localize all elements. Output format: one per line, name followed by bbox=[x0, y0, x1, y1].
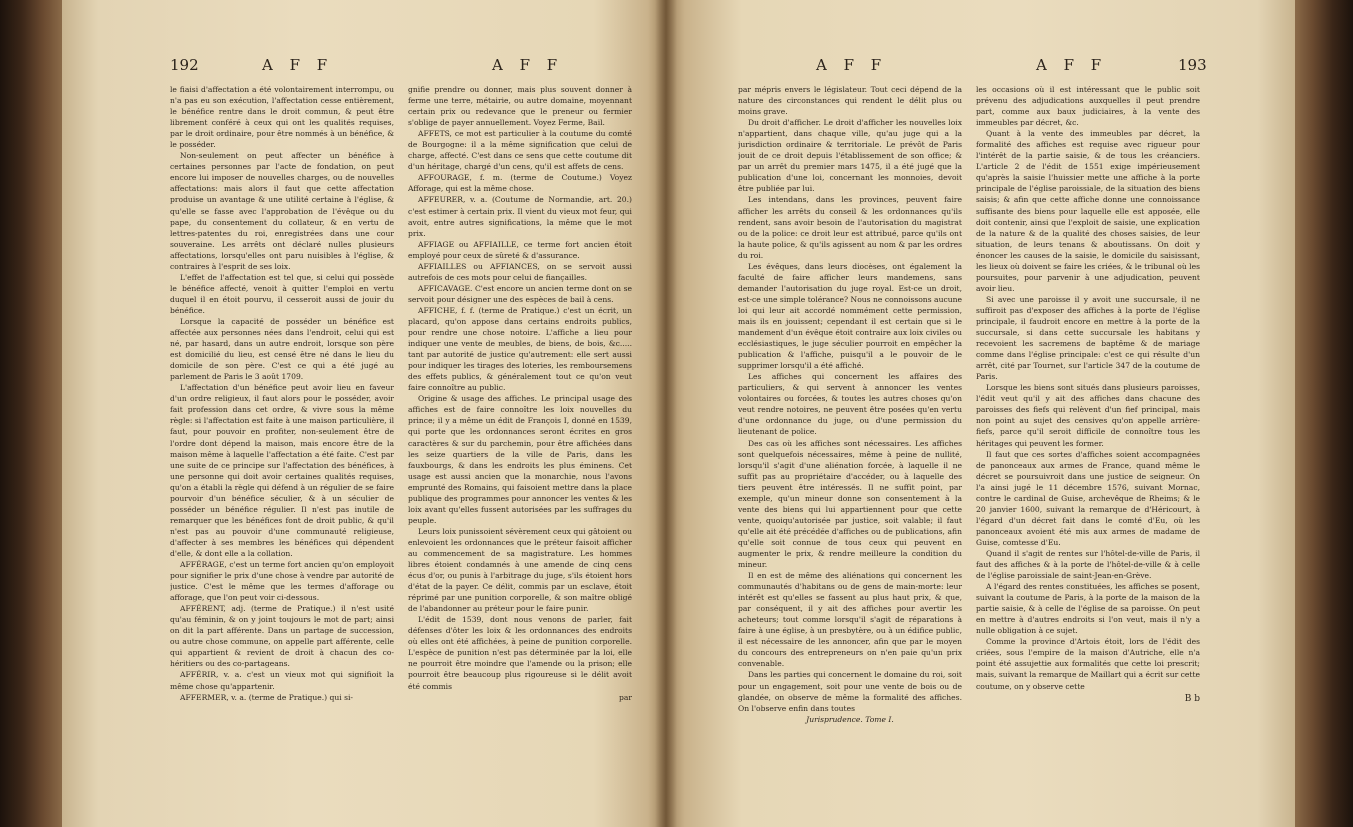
entry-afferage: AFFÉRAGE, c'est un terme fort ancien qu'on employoit pour signifier le prix d'une chose à vendre par autorité de justice. C'est le même que les termes d'afforage ou afforage, que l'on peut voir ci-dessous. bbox=[170, 560, 394, 603]
running-header-right-a: A F F bbox=[816, 56, 888, 74]
page-number-left: 192 bbox=[170, 56, 199, 74]
paragraph: Les évêques, dans leurs diocèses, ont également la faculté de faire afficher leurs mandemens, sans demander l'autorisation du juge royal. Est-ce un droit, est-ce une simple tolérance? Nous ne connoissons aucune loi qui leur ait accordé nommément cette permission, mais ils en jouissent; cependant il est certain que si le mandement d'un évêque étoit contraire aux loix civiles ou ecclésiastiques, le juge séculier pourroit en empêcher la publication & l'affiche, puisqu'il a le pouvoir de le supprimer lorsqu'il a été affiché. bbox=[738, 261, 962, 371]
book-cover-left bbox=[0, 0, 62, 827]
entry-affiage: AFFIAGE ou AFFIAILLE, ce terme fort ancien étoit employé pour ceux de sûreté & d'assurance. bbox=[408, 239, 632, 260]
entry-afferir: AFFÉRIR, v. a. c'est un vieux mot qui signifioit la même chose qu'appartenir. bbox=[170, 670, 394, 691]
paragraph: L'effet de l'affectation est tel que, si celui qui possède le bénéfice affecté, venoit à quitter l'emploi en vertu duquel il en étoit pourvu, il cesseroit aussi de jouir du bénéfice. bbox=[170, 272, 394, 315]
paragraph: Du droit d'afficher. Le droit d'afficher les nouvelles loix n'appartient, dans chaque ville, qu'au juge qui a la jurisdiction ordinaire & territoriale. Le prévôt de Paris jouit de ce droit depuis l'établissement de son office; & par un arrêt du premier mars 1475, il a été jugé que la publication d'une loi, concernant les monnoies, devoit être publiée par lui. bbox=[738, 118, 962, 194]
left-page bbox=[62, 0, 666, 827]
entry-affeurer: AFFEURER, v. a. (Coutume de Normandie, art. 20.) c'est estimer à certain prix. Il vient du vieux mot feur, qui avoit, entre autres significations, la même que le mot prix. bbox=[408, 195, 632, 238]
running-header-left-a: A F F bbox=[262, 56, 334, 74]
entry-affermer: AFFERMER, v. a. (terme de Pratique.) qui si- bbox=[180, 692, 354, 702]
paragraph: Lorsque les biens sont situés dans plusieurs paroisses, l'édit veut qu'il y ait des affiches dans chacune des paroisses des fiefs qui relèvent d'un fief principal, mais non point au sujet des censives qu'on appelle arrière-fiefs, parce qu'il seroit difficile de connoître tous les héritages qui peuvent les former. bbox=[976, 383, 1200, 448]
catchword: par bbox=[618, 692, 632, 702]
paragraph: Comme la province d'Artois étoit, lors de l'édit des criées, sous l'empire de la maison d'Autriche, elle n'a point été assujettie aux formalités que cette loi prescrit; mais, suivant la remarque de Maillart qui a écrit sur cette coutume, on y observe cette bbox=[976, 637, 1200, 691]
column-1 bbox=[170, 84, 394, 802]
column-3 bbox=[738, 84, 962, 802]
entry-affets: AFFETS, ce mot est particulier à la coutume du comté de Bourgogne: il a la même signification que celui de charge, affecté. C'est dans ce sens que cette coutume dit d'un héritage, chargé d'un cens, qu'il est affets de cens. bbox=[408, 129, 632, 172]
paragraph: Quand il s'agit de rentes sur l'hôtel-de-ville de Paris, il faut des affiches & à la porte de l'hôtel-de-ville & à celle de l'église paroissiale de saint-Jean-en-Grève. bbox=[976, 548, 1200, 581]
paragraph: Il faut que ces sortes d'affiches soient accompagnées de panonceaux aux armes de France, quand même le décret se poursuivroit dans une justice de seigneur. On l'a ainsi jugé le 11 décembre 1576, suivant Mornac, contre le cardinal de Guise, archevêque de Rheims; & le 20 janvier 1600, suivant la remarque de d'Héricourt, à l'égard d'un décret fait dans le comté d'Eu, où les panonceaux avoient été mis aux armes de madame de Guise, comtesse d'Eu. bbox=[976, 449, 1200, 547]
paragraph: Non-seulement on peut affecter un bénéfice à certaines personnes par l'acte de fondation, on peut encore lui imposer de nouvelles charges, ou de nouvelles affectations: mais alors il faut que cette affectation produise un avantage & une utilité certaine à l'église, & qu'elle se fasse avec l'approbation de l'évêque ou du pape, du consentement du collateur, & en vertu de lettres-patentes du roi, enregistrées dans une cour souveraine. Les arrêts ont déclaré nulles plusieurs affectations, lorsqu'elles ont paru nuisibles à l'église, & contraires à l'esprit de ses loix. bbox=[170, 151, 394, 271]
signature-mark: B b bbox=[1184, 693, 1200, 704]
paragraph: Les intendans, dans les provinces, peuvent faire afficher les arrêts du conseil & les ordonnances qu'ils rendent, sans avoir besoin de l'autorisation du magistrat ou de la police: ce droit leur est attribué, parce qu'ils ont la haute police, & qu'ils agissent au nom & par les ordres du roi. bbox=[738, 195, 962, 260]
entry-affourage: AFFOURAGE, f. m. (terme de Coutume.) Voyez Afforage, qui est la même chose. bbox=[408, 173, 632, 194]
paragraph: Dans les parties qui concernent le domaine du roi, soit pour un engagement, soit pour une vente de bois ou de glandée, on observe de même la formalité des affiches. On l'observe enfin dans toutes bbox=[738, 670, 962, 713]
column-2 bbox=[408, 84, 632, 802]
entry-affiche: AFFICHE, f. f. (terme de Pratique.) c'est un écrit, un placard, qu'on appose dans certains endroits publics, pour rendre une chose notoire. L'affiche a lieu pour indiquer une vente de meubles, de biens, de bois, &c..... tant par autorité de justice qu'autrement: elle sert aussi pour indiquer les tirages des loteries, les remboursemens des effets publics, & généralement tout ce qu'on veut faire connoître au public. bbox=[408, 305, 632, 393]
paragraph: L'affectation d'un bénéfice peut avoir lieu en faveur d'un ordre religieux, il faut alors pour le posséder, avoir fait profession dans cet ordre, & vivre sous la même règle: si l'affectation est faite à une maison particulière, il faut, pour pouvoir en profiter, non-seulement être de l'ordre dont dépend la maison, mais encore être de la maison même à laquelle l'affectation a été faite. C'est par une suite de ce principe sur l'affectation des bénéfices, à une personne qui doit avoir certaines qualités requises, qu'on a établi la règle qui défend à un régulier de se faire pourvoir d'un bénéfice séculier, & à un séculier de posséder un bénéfice régulier. Il n'est pas inutile de remarquer que les bénéfices font de droit public, & qu'il n'est pas au pouvoir d'une communauté religieuse, d'affecter à ses membres les bénéfices qui dépendent d'elle, & dont elle a la collation. bbox=[170, 383, 394, 558]
running-header-right-b: A F F bbox=[1036, 56, 1108, 74]
paragraph: les occasions où il est intéressant que le public soit prévenu des adjudications auxquelles il peut prendre part, comme aux baux judiciaires, à la vente des immeubles par décret, &c. bbox=[976, 85, 1200, 128]
paragraph: Il en est de même des aliénations qui concernent les communautés d'habitans ou de gens de main-morte: leur intérêt est qu'elles se fassent au plus haut prix, & que, par conséquent, il y ait des affiches pour avertir les acheteurs; tout comme lorsqu'il s'agit de réparations à faire à une église, à un presbytère, ou à un édifice public, il est nécessaire de les annoncer, afin que par le moyen du concours des entrepreneurs on n'en paie qu'un prix convenable. bbox=[738, 571, 962, 669]
paragraph: Leurs loix punissoient sévèrement ceux qui gâtoient ou enlevoient les ordonnances que le préteur faisoit afficher au commencement de sa magistrature. Les hommes libres étoient condamnés à une amende de cinq cens écus d'or, ou punis à l'arbitrage du juge, s'ils étoient hors d'état de la payer. Ce délit, commis par un esclave, étoit réprimé par une punition corporelle, & son maître obligé de l'abandonner au préteur pour le faire punir. bbox=[408, 526, 632, 614]
paragraph: A l'égard des rentes constituées, les affiches se posent, suivant la coutume de Paris, à la porte de la maison de la partie saisie, & à celle de l'église de sa paroisse. On peut en mettre à d'autres endroits si l'on veut, mais il n'y a nulle obligation à ce sujet. bbox=[976, 582, 1200, 636]
entry-afficavage: AFFICAVAGE. C'est encore un ancien terme dont on se servoit pour désigner une des espèces de bail à cens. bbox=[408, 283, 632, 304]
book-cover-right bbox=[1295, 0, 1353, 827]
book-gutter bbox=[655, 0, 677, 827]
column-4 bbox=[976, 84, 1200, 802]
paragraph: Lorsque la capacité de posséder un bénéfice est affectée aux personnes nées dans l'endroit, celui qui est né, par hasard, dans un autre endroit, lorsque son père est domicilié du lieu, est censé être né dans le lieu du domicile de son père. C'est ce qui a été jugé au parlement de Paris le 3 août 1709. bbox=[170, 316, 394, 382]
entry-afferent: AFFÉRENT, adj. (terme de Pratique.) il n'est usité qu'au féminin, & on y joint toujours le mot de part; ainsi on dit la part afférente. Dans un partage de succession, ou autre chose commune, on appelle part afférente, celle qui appartient & revient de droit à chacun des co-héritiers ou des co-partageans. bbox=[170, 604, 394, 669]
paragraph: par mépris envers le législateur. Tout ceci dépend de la nature des circonstances qui rendent le délit plus ou moins grave. bbox=[738, 85, 962, 117]
running-header-left-b: A F F bbox=[492, 56, 564, 74]
paragraph: Quant à la vente des immeubles par décret, la formalité des affiches est requise avec rigueur pour l'intérêt de la partie saisie, & de tous les créanciers. L'article 2 de l'édit de 1551 exige impérieusement qu'après la saisie l'huissier mette une affiche à la porte principale de l'église paroissiale, de la situation des biens saisis; & afin que cette affiche donne une connoissance suffisante des biens pour laquelle elle est apposée, elle doit contenir, ainsi que l'exploit de saisie, une explication de la nature & de la qualité des choses saisies, de leur situation, de leurs tenans & aboutissans. On doit y énoncer les causes de la saisie, le domicile du saisissant, les lieux où doivent se faire les criées, & le tribunal où les poursuites, pour parvenir à une adjudication, peuvent avoir lieu. bbox=[976, 129, 1200, 293]
paragraph: L'édit de 1539, dont nous venons de parler, fait défenses d'ôter les loix & les ordonnances des endroits où elles ont été affichées, à peine de punition corporelle. L'espèce de punition n'est pas déterminée par la loi, elle ne pourroit être moindre que l'amende ou la prison; elle pourroit être beaucoup plus rigoureuse si le délit avoit été commis bbox=[408, 615, 632, 691]
paragraph: le fiaisi d'affectation a été volontairement interrompu, ou n'a pas eu son exécution, l'affectation cesse entièrement, le bénéfice rentre dans le droit commun, & peut être librement conféré à ceux qui ont les qualités requises, par le droit ordinaire, pour être nommés à un bénéfice, & le posséder. bbox=[170, 85, 394, 150]
paragraph: gnifie prendre ou donner, mais plus souvent donner à ferme une terre, métairie, ou autre domaine, moyennant certain prix ou redevance que le preneur ou fermier s'oblige de payer annuellement. Voyez Ferme, Bail. bbox=[408, 85, 632, 128]
paragraph: Si avec une paroisse il y avoit une succursale, il ne suffiroit pas d'exposer des affiches à la porte de l'église principale, il faudroit encore en mettre à la porte de la succursale, si dans cette succursale les habitans y recevoient les sacremens de baptême & de mariage comme dans l'église principale: c'est ce qui résulte d'un arrêt, cité par Tournet, sur l'article 347 de la coutume de Paris. bbox=[976, 294, 1200, 382]
paragraph: Les affiches qui concernent les affaires des particuliers, & qui servent à annoncer les ventes volontaires ou forcées, & toutes les autres choses qu'on veut rendre notoires, ne peuvent être posées qu'en vertu d'une ordonnance du juge, ou d'une permission du lieutenant de police. bbox=[738, 372, 962, 437]
footer-signature: Jurisprudence. Tome I. bbox=[806, 714, 894, 724]
right-page bbox=[666, 0, 1295, 827]
entry-affiailles: AFFIAILLES ou AFFIANCES, on se servoit aussi autrefois de ces mots pour celui de fiançailles. bbox=[408, 261, 632, 282]
paragraph: Des cas où les affiches sont nécessaires. Les affiches sont quelquefois nécessaires, même à peine de nullité, lorsqu'il s'agit d'une aliénation forcée, à laquelle il ne suffit pas au propriétaire d'accéder, ou à laquelle des tiers peuvent être intéressés. Il ne suffit point, par exemple, qu'un mineur donne son consentement à la vente des biens qui lui appartiennent pour que cette vente, quoiqu'autorisée par justice, soit valable; il faut qu'elle ait été précédée d'affiches ou de publications, afin qu'elle soit connue de tous ceux qui peuvent en augmenter le prix, & rendre meilleure la condition du mineur. bbox=[738, 438, 962, 570]
paragraph: Origine & usage des affiches. Le principal usage des affiches est de faire connoître les loix nouvelles du prince; il y a même un édit de François I, donné en 1539, qui porte que les ordonnances seront écrites en gros caractères & sur du parchemin, pour être affichées dans les seize quartiers de la ville de Paris, dans les fauxbourgs, & dans les endroits les plus éminens. Cet usage est aussi ancien que la monarchie, nous l'avons emprunté des Romains, qui faisoient mettre dans la place publique des programmes pour annoncer les ventes & les loix avant qu'elles fussent autorisées par les suffrages du peuple. bbox=[408, 394, 632, 525]
page-number-right: 193 bbox=[1178, 56, 1207, 74]
